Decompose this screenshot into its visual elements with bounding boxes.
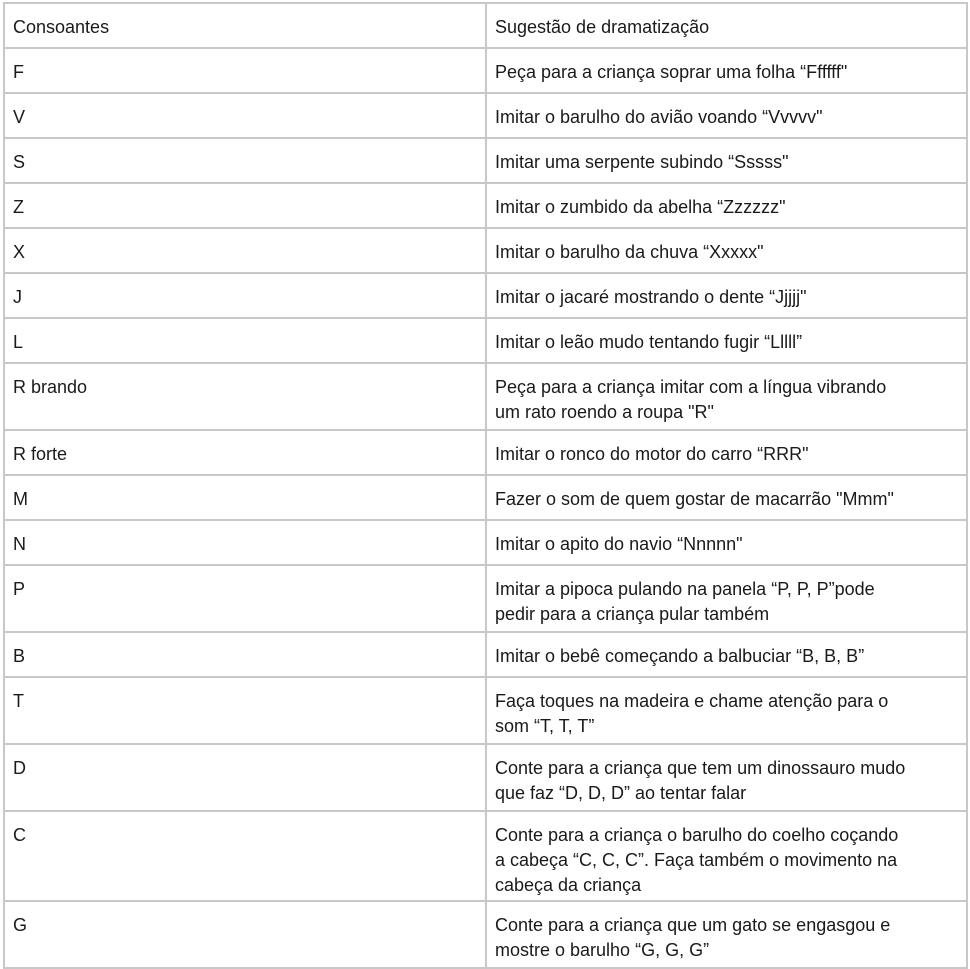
consonant-cell: V xyxy=(4,93,486,138)
consonant-cell: M xyxy=(4,475,486,520)
suggestion-cell: Imitar uma serpente subindo “Sssss" xyxy=(486,138,967,183)
suggestion-cell: Fazer o som de quem gostar de macarrão "Mmm" xyxy=(486,475,967,520)
table-row xyxy=(4,93,967,138)
consonant-cell: S xyxy=(4,138,486,183)
table-row xyxy=(4,430,967,475)
suggestion-cell: Imitar o ronco do motor do carro “RRR" xyxy=(486,430,967,475)
consonant-cell: F xyxy=(4,48,486,93)
consonant-cell: X xyxy=(4,228,486,273)
consonant-cell: C xyxy=(4,811,486,901)
table-row xyxy=(4,677,967,744)
consonant-cell: P xyxy=(4,565,486,632)
suggestion-cell: Imitar o jacaré mostrando o dente “Jjjjj" xyxy=(486,273,967,318)
table-row xyxy=(4,48,967,93)
header-consonants: Consoantes xyxy=(4,3,486,48)
table-row xyxy=(4,520,967,565)
suggestion-cell: Peça para a criança soprar uma folha “Ffffff" xyxy=(486,48,967,93)
suggestion-cell: Imitar o apito do navio “Nnnnn" xyxy=(486,520,967,565)
suggestion-cell: Imitar o barulho da chuva “Xxxxx" xyxy=(486,228,967,273)
consonant-cell: J xyxy=(4,273,486,318)
table-header-row xyxy=(4,3,967,48)
table-row xyxy=(4,273,967,318)
table-row xyxy=(4,138,967,183)
suggestion-cell: Conte para a criança que tem um dinossauro mudo que faz “D, D, D” ao tentar falar xyxy=(486,744,967,811)
consonant-cell: B xyxy=(4,632,486,677)
consonant-dramatization-table xyxy=(3,2,968,969)
consonant-cell: Z xyxy=(4,183,486,228)
consonant-cell: N xyxy=(4,520,486,565)
suggestion-cell: Faça toques na madeira e chame atenção para o som “T, T, T” xyxy=(486,677,967,744)
consonant-cell: D xyxy=(4,744,486,811)
consonant-cell: L xyxy=(4,318,486,363)
table-row xyxy=(4,228,967,273)
suggestion-cell: Imitar a pipoca pulando na panela “P, P, P”pode pedir para a criança pular também xyxy=(486,565,967,632)
table-row xyxy=(4,318,967,363)
suggestion-cell: Conte para a criança o barulho do coelho coçando a cabeça “C, C, C”. Faça também o movimento na cabeça da criança xyxy=(486,811,967,901)
suggestion-cell: Peça para a criança imitar com a língua vibrando um rato roendo a roupa "R" xyxy=(486,363,967,430)
suggestion-cell: Conte para a criança que um gato se engasgou e mostre o barulho “G, G, G” xyxy=(486,901,967,968)
consonant-cell: T xyxy=(4,677,486,744)
table-row xyxy=(4,632,967,677)
suggestion-cell: Imitar o leão mudo tentando fugir “Lllll” xyxy=(486,318,967,363)
header-suggestion: Sugestão de dramatização xyxy=(486,3,967,48)
suggestion-cell: Imitar o zumbido da abelha “Zzzzzz" xyxy=(486,183,967,228)
consonant-cell: G xyxy=(4,901,486,968)
table-row xyxy=(4,811,967,901)
table-row xyxy=(4,565,967,632)
suggestion-cell: Imitar o bebê começando a balbuciar “B, B, B” xyxy=(486,632,967,677)
table-row xyxy=(4,183,967,228)
suggestion-cell: Imitar o barulho do avião voando “Vvvvv" xyxy=(486,93,967,138)
consonant-cell: R brando xyxy=(4,363,486,430)
table-row xyxy=(4,901,967,968)
consonant-cell: R forte xyxy=(4,430,486,475)
table-row xyxy=(4,475,967,520)
table-row xyxy=(4,744,967,811)
table-row xyxy=(4,363,967,430)
